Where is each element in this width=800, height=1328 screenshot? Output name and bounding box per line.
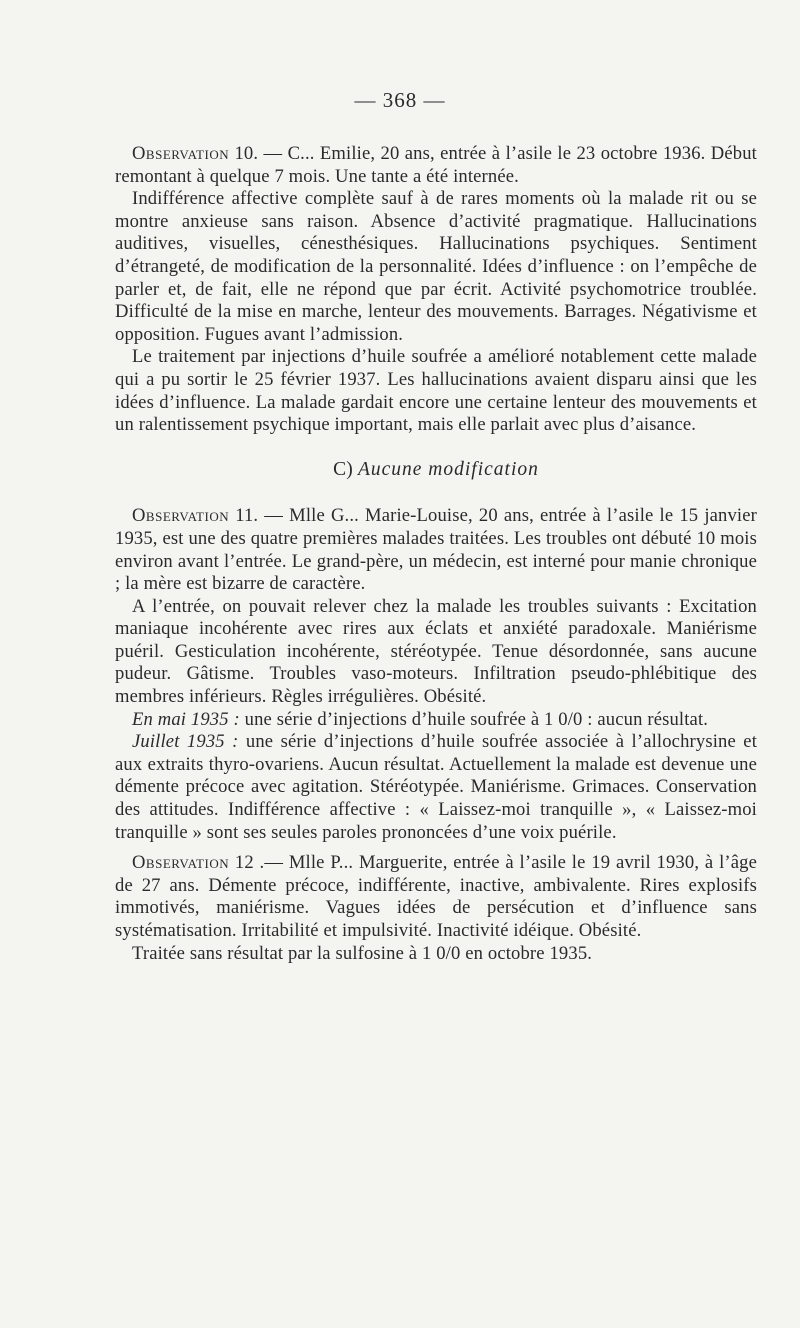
- body-text: [115, 143, 757, 965]
- obs12-label: Observation: [132, 852, 230, 874]
- section-title: Aucune modification: [357, 458, 539, 480]
- obs11-paragraph-2: A l’entrée, on pouvait relever chez la malade les troubles suivants : Excitation maniaque incohérente avec rires aux éclats et anxiété paradoxale. Maniérisme puéril. Gesticulation incohérente, stéréotypée. Tenue désordonnée, sans aucune pudeur. Gâtisme. Troubles vaso-moteurs. Infiltration pseudo-phlébitique des membres inférieurs. Règles irrégulières. Obésité.: [115, 595, 757, 708]
- obs11-date-juillet: Juillet 1935 :: [132, 731, 239, 753]
- obs10-heading-text: 10. — C... Emilie, 20 ans, entrée à l’asile le 23 octobre 1936. Début remontant à quelque 7 mois. Une tante a été internée.: [115, 143, 757, 187]
- obs11-paragraph-4-text: une série d’injections d’huile soufrée associée à l’allochrysine et aux extraits thyro-ovariens. Aucun résultat. Actuellement la malade est devenue une démente précoce avec agitation. Stéréotypée. Maniérisme. Grimaces. Conservation des attitudes. Indifférence affective : « Laissez-moi tranquille », « Laissez-moi tranquille » sont ses seules paroles prononcées d’une voix puérile.: [115, 731, 758, 843]
- obs12-paragraph-2: Traitée sans résultat par la sulfosine à 1 0/0 en octobre 1935.: [132, 942, 593, 964]
- obs10-heading-paragraph: [115, 143, 757, 188]
- obs11-paragraph-3: [115, 709, 757, 732]
- obs11-heading-text: 11. — Mlle G... Marie-Louise, 20 ans, entrée à l’asile le 15 janvier 1935, est une des quatre premières malades traitées. Les troubles ont débuté 10 mois environ avant l’entrée. Le grand-père, un médecin, est interné pour manie chronique ; la mère est bizarre de caractère.: [115, 505, 757, 595]
- obs11-label: Observation: [132, 505, 230, 527]
- obs11-paragraph-4: [115, 731, 757, 844]
- section-heading: [115, 459, 757, 482]
- obs12-heading-paragraph: [115, 852, 757, 942]
- obs11-heading-paragraph: [115, 505, 757, 595]
- obs11-paragraph-3-text: une série d’injections d’huile soufrée à 1 0/0 : aucun résultat.: [239, 708, 709, 730]
- obs10-label: Observation: [132, 143, 230, 164]
- page-number: — 368 —: [354, 88, 446, 112]
- section-letter: C): [333, 458, 353, 480]
- obs10-paragraph-2: Indifférence affective complète sauf à de rares moments où la malade rit ou se montre anxieuse sans raison. Absence d’activité pragmatique. Hallucinations auditives, visuelles, cénesthésiques. Hallucinations psychiques. Sentiment d’étrangeté, de modification de la personnalité. Idées d’influence : on l’empêche de parler et, de fait, elle ne répond que par écrit. Activité psychomotrice troublée. Difficulté de la mise en marche, lenteur des mouvements. Barrages. Négativisme et opposition. Fugues avant l’admission.: [115, 188, 757, 345]
- obs12-heading-text: 12 .— Mlle P... Marguerite, entrée à l’asile le 19 avril 1930, à l’âge de 27 ans. Démente précoce, indifférente, inactive, ambivalente. Rires explosifs immotivés, maniérisme. Vagues idées de persécution et d’influence sans systématisation. Irritabilité et impulsivité. Inactivité idéique. Obésité.: [115, 852, 757, 941]
- obs10-paragraph-3: Le traitement par injections d’huile soufrée a amélioré notablement cette malade qui a pu sortir le 25 février 1937. Les hallucinations avaient disparu ainsi que les idées d’influence. La malade gardait encore une certaine lenteur des mouvements et un ralentissement psychique important, mais elle parlait avec plus d’aisance.: [115, 346, 757, 436]
- obs11-date-mai: En mai 1935 :: [132, 708, 240, 730]
